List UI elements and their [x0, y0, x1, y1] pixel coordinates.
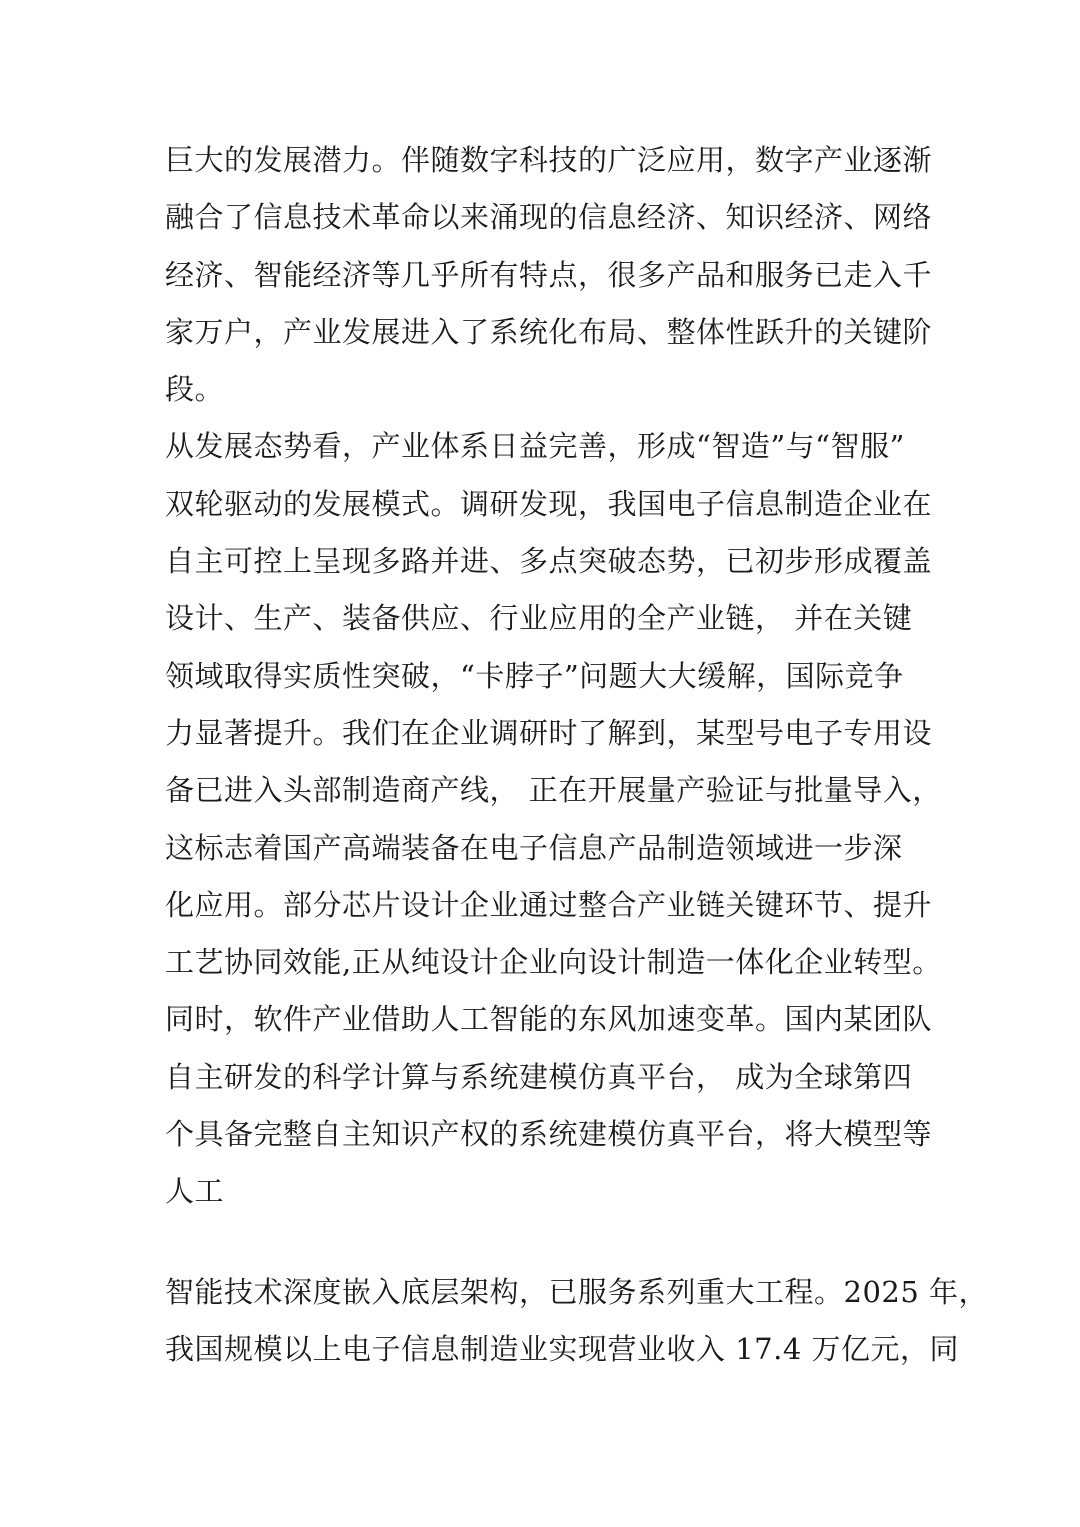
text-line: 备已进入头部制造商产线， 正在开展量产验证与批量导入， [165, 773, 942, 808]
text-line: 我国规模以上电子信息制造业实现营业收入 17.4 万亿元，同 [165, 1332, 960, 1367]
text-line: 段。 [165, 372, 225, 407]
text-line: 人工 [165, 1174, 225, 1209]
text-line: 设计、生产、装备供应、行业应用的全产业链， 并在关键 [165, 601, 913, 636]
text-line: 智能技术深度嵌入底层架构，已服务系列重大工程。2025 年， [165, 1275, 989, 1309]
text-line: 个具备完整自主知识产权的系统建模仿真平台，将大模型等 [165, 1117, 933, 1152]
text-line: 融合了信息技术革命以来涌现的信息经济、知识经济、网络 [165, 200, 933, 235]
body-text-lower [165, 1264, 989, 1379]
text-line: 这标志着国产高端装备在电子信息产品制造领域进一步深 [165, 830, 903, 865]
text-line: 工艺协同效能,正从纯设计企业向设计制造一体化企业转型。 [165, 945, 942, 980]
text-line: 从发展态势看，产业体系日益完善，形成“智造”与“智服” [165, 429, 905, 464]
text-line: 化应用。部分芯片设计企业通过整合产业链关键环节、提升 [165, 887, 933, 922]
text-line: 同时，软件产业借助人工智能的东风加速变革。国内某团队 [165, 1002, 933, 1037]
text-line: 自主研发的科学计算与系统建模仿真平台， 成为全球第四 [165, 1059, 913, 1094]
text-line: 自主可控上呈现多路并进、多点突破态势，已初步形成覆盖 [165, 544, 933, 579]
text-line: 巨大的发展潜力。伴随数字科技的广泛应用，数字产业逐渐 [165, 143, 933, 177]
body-text-upper [165, 132, 942, 1221]
text-line: 经济、智能经济等几乎所有特点，很多产品和服务已走入千 [165, 257, 933, 292]
text-line: 双轮驱动的发展模式。调研发现，我国电子信息制造企业在 [165, 486, 933, 521]
text-line: 家万户，产业发展进入了系统化布局、整体性跃升的关键阶 [165, 314, 933, 349]
text-line: 力显著提升。我们在企业调研时了解到，某型号电子专用设 [165, 715, 933, 750]
text-line: 领域取得实质性突破，“卡脖子”问题大大缓解，国际竞争 [165, 658, 904, 693]
